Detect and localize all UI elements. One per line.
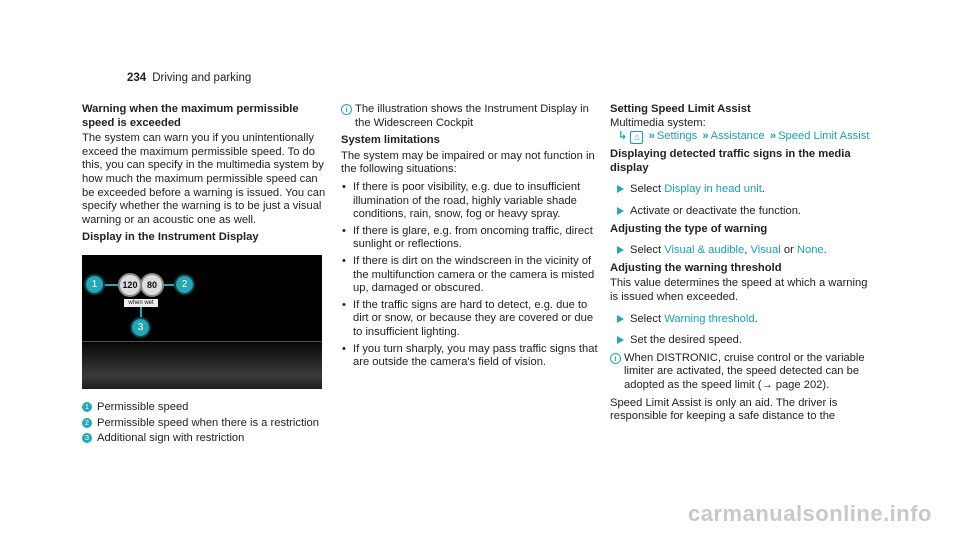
page-header (127, 72, 251, 86)
warning-threshold-link[interactable]: Warning threshold (664, 312, 755, 325)
bullet-item: • If there is dirt on the windscreen in the vicinity of the multifunction camera or the camera is misted up, damaged or obscured. (341, 255, 599, 296)
or-text: or (783, 244, 794, 257)
illustration-note (341, 103, 599, 130)
step-arrow-icon (617, 336, 624, 344)
step-text: Set the desired speed. (630, 334, 742, 347)
setting-heading: Setting Speed Limit Assist (610, 103, 751, 115)
limitations-intro: The system may be impaired or may not function in the following situations: (341, 149, 595, 176)
warning-type-heading: Adjusting the type of warning (610, 222, 768, 235)
return-arrow-icon: ↳ (618, 130, 628, 143)
legend-text: Permissible speed (97, 400, 189, 413)
legend-item (82, 401, 328, 415)
column-3 (610, 103, 870, 428)
step-select-display: Select Display in head unit. (610, 183, 870, 197)
legend-number: 1 (82, 402, 92, 412)
watermark: carmanualsonline.info (688, 501, 932, 527)
final-paragraph: Speed Limit Assist is only an aid. The driver is responsible for keeping a safe distance to the (610, 396, 838, 423)
display-in-head-unit-link[interactable]: Display in head unit (664, 183, 762, 196)
instrument-display-image (82, 255, 322, 389)
legend-item (82, 417, 328, 431)
column-1 (82, 103, 328, 448)
step-select-type: Select Visual & audible, Visual or None. (610, 244, 870, 258)
step-set-speed (610, 334, 870, 348)
column-2 (341, 103, 599, 373)
section-title: Driving and parking (152, 72, 252, 84)
bullet-item: • If there is poor visibility, e.g. due to insufficient illumination of the road, highly variable shade conditions, rain, snow, fog or heavy spray. (341, 181, 599, 222)
limitations-heading: System limitations (341, 134, 440, 147)
when-wet-plate: when wet (124, 299, 158, 307)
threshold-heading: Adjusting the warning threshold (610, 261, 782, 274)
step-arrow-icon (617, 207, 624, 215)
visual-link[interactable]: Visual (750, 244, 781, 257)
legend-text: Additional sign with restriction (97, 432, 245, 445)
nav-assistance[interactable]: Assistance (710, 130, 765, 143)
step-select-threshold: Select Warning threshold. (610, 313, 870, 327)
step-text: Select (630, 183, 662, 196)
info-icon: i (341, 104, 352, 115)
warning-paragraph: The system can warn you if you unintentionally exceed the maximum permissible speed. To do this, you can specify in the multimedia system by how much the maximum permissible speed can be exceeded before a warning is issued. You can specify whether the warning is to be just a visual warning or an acoustic one as well. (82, 132, 326, 226)
callout-2: 2 (176, 276, 193, 293)
none-link[interactable]: None (796, 244, 824, 257)
chevron-icon: » (702, 130, 709, 143)
legend-number: 2 (82, 418, 92, 428)
info-icon: i (610, 353, 621, 364)
visual-audible-link[interactable]: Visual & audible (664, 244, 745, 257)
display-heading: Display in the Instrument Display (82, 231, 259, 244)
step-arrow-icon (617, 246, 624, 254)
note-text: The illustration shows the Instrument Display in the Widescreen Cockpit (355, 103, 589, 129)
home-icon[interactable]: ⌂ (630, 131, 643, 144)
note-text: When DISTRONIC, cruise control or the variable limiter are activated, the speed detected can be adopted as the speed limit (→ page 202). (624, 351, 865, 391)
speed-sign-80: 80 (140, 273, 164, 297)
step-text: Select (630, 244, 662, 257)
bullet-item: • If the traffic signs are hard to detect, e.g. due to dirt or snow, or because they are covered or due to insufficient lighting. (341, 299, 599, 340)
multimedia-label: Multimedia system: (610, 116, 706, 129)
callout-1: 1 (86, 276, 103, 293)
speed-sign-120: 120 (118, 273, 142, 297)
chevron-icon: » (648, 130, 655, 143)
step-arrow-icon (617, 315, 624, 323)
nav-settings[interactable]: Settings (656, 130, 698, 143)
bullet-item: • If there is glare, e.g. from oncoming traffic, direct sunlight or reflections. (341, 225, 599, 252)
nav-speed-limit-assist[interactable]: Speed Limit Assist (778, 130, 870, 143)
displaying-heading: Displaying detected traffic signs in the media display (610, 148, 851, 174)
nav-path (618, 130, 870, 144)
page-number: 234 (127, 72, 147, 84)
legend-item (82, 432, 328, 446)
legend (82, 401, 328, 446)
callout-3: 3 (132, 319, 149, 336)
distronic-note (610, 352, 870, 393)
bullet-item: • If you turn sharply, you may pass traffic signs that are outside the camera's field of vision. (341, 343, 599, 370)
step-arrow-icon (617, 185, 624, 193)
chevron-icon: » (769, 130, 777, 143)
display-floor (82, 343, 322, 389)
horizon-line (82, 341, 322, 342)
legend-number: 3 (82, 433, 92, 443)
threshold-paragraph: This value determines the speed at which a warning is issued when exceeded. (610, 277, 868, 303)
legend-text: Permissible speed when there is a restriction (97, 416, 319, 429)
warning-heading: Warning when the maximum permissible speed is exceeded (82, 103, 299, 129)
step-text: Activate or deactivate the function. (630, 204, 802, 217)
step-activate (610, 205, 870, 219)
step-text: Select (630, 312, 662, 325)
